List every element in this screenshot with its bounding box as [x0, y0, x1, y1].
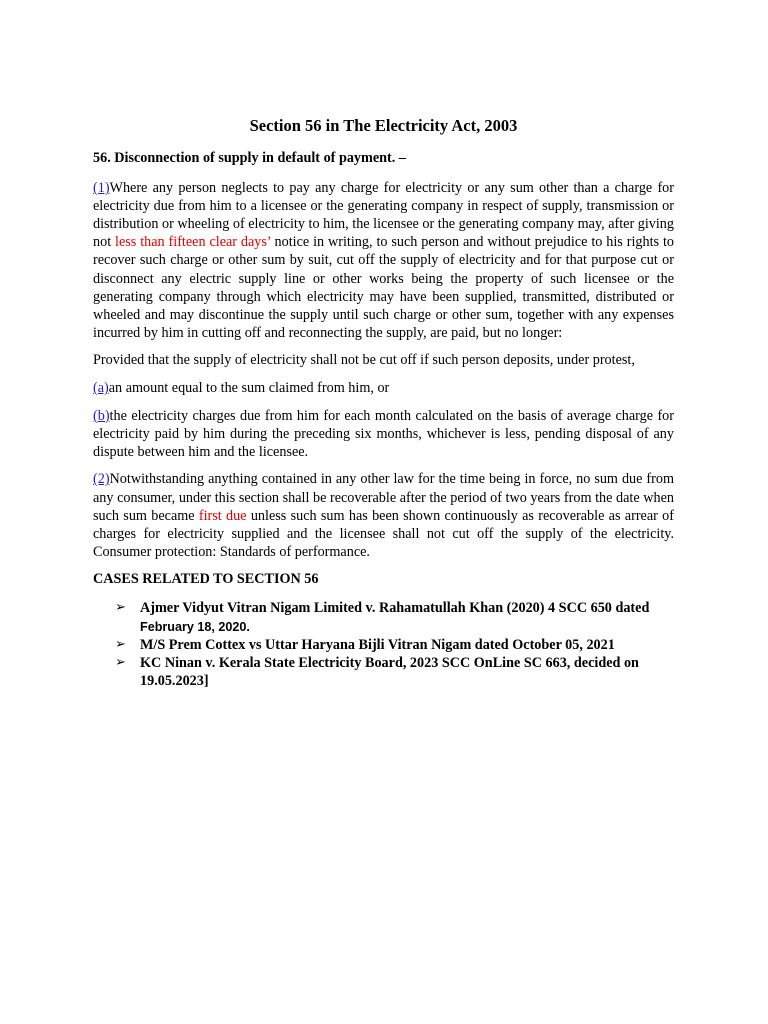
- cases-list: [93, 599, 674, 690]
- paragraph-1-text-b: notice in writing, to such person and without prejudice to his rights to recover such charge or other sum by suit, cut off the supply of electricity and for that purpose cut or disconnect any electric supply line or other works being the property of such licensee or the generating company through which electricity may have been supplied, transmitted, distributed or wheeled and may discontinue the supply until such charge or other sum, together with any expenses incurred by him in cutting off and reconnecting the supply, are paid, but no longer:: [93, 234, 674, 341]
- cases-heading: CASES RELATED TO SECTION 56: [93, 571, 319, 588]
- list-item: [93, 599, 674, 635]
- case-text: Ajmer Vidyut Vitran Nigam Limited v. Rahamatullah Khan (2020) 4 SCC 650 dated: [140, 600, 650, 617]
- arrowhead-bullet-icon: ➢: [115, 600, 126, 616]
- item-b: [93, 407, 674, 461]
- document-title: Section 56 in The Electricity Act, 2003: [249, 116, 518, 135]
- case-text: KC Ninan v. Kerala State Electricity Board, 2023 SCC OnLine SC 663, decided on 19.05.2023]: [140, 655, 639, 690]
- paragraph-2-highlight: first due: [198, 507, 247, 524]
- paragraph-1-text-a: Where any person neglects to pay any charge for electricity or any sum other than a charge for electricity due from him to a licensee or the generating company in respect of supply, transmission or distribution or wheeling of electricity to him, the licensee or the generating company may, after giving not: [93, 180, 674, 251]
- paragraph-2: [93, 470, 674, 560]
- item-b-text: the electricity charges due from him for each month calculated on the basis of average charge for electricity paid by him during the preceding six months, whichever is less, pending disposal of any dispute between him and the licensee.: [93, 407, 674, 460]
- list-item: [93, 636, 674, 654]
- case-text: M/S Prem Cottex vs Uttar Haryana Bijli Vitran Nigam dated October 05, 2021: [140, 636, 615, 653]
- document-body: [93, 116, 674, 690]
- subsection-2-link[interactable]: (2): [93, 471, 110, 488]
- case-date: February 18, 2020.: [140, 619, 250, 634]
- paragraph-2-text-b: unless such sum has been shown continuously as recoverable as arrear of charges for electricity supplied and the licensee shall not cut off the supply of the electricity. Consumer protection: Standards of performance.: [93, 507, 674, 560]
- list-item: [93, 654, 674, 690]
- item-a-text: an amount equal to the sum claimed from him, or: [108, 380, 390, 397]
- item-a-link[interactable]: (a): [93, 380, 109, 397]
- item-a: [93, 379, 674, 397]
- arrowhead-bullet-icon: ➢: [115, 655, 126, 671]
- paragraph-1-highlight: less than fifteen clear days’: [115, 234, 271, 251]
- section-heading: 56. Disconnection of supply in default of payment. –: [93, 150, 406, 166]
- paragraph-1: [93, 179, 674, 342]
- arrowhead-bullet-icon: ➢: [115, 636, 126, 652]
- paragraph-2-text-a: Notwithstanding anything contained in any other law for the time being in force, no sum due from any consumer, under this section shall be recoverable after the period of two years from the date when such sum became: [93, 471, 674, 524]
- proviso-paragraph: Provided that the supply of electricity shall not be cut off if such person deposits, under protest,: [93, 352, 635, 369]
- item-b-link[interactable]: (b): [93, 407, 110, 424]
- subsection-1-link[interactable]: (1): [93, 180, 110, 197]
